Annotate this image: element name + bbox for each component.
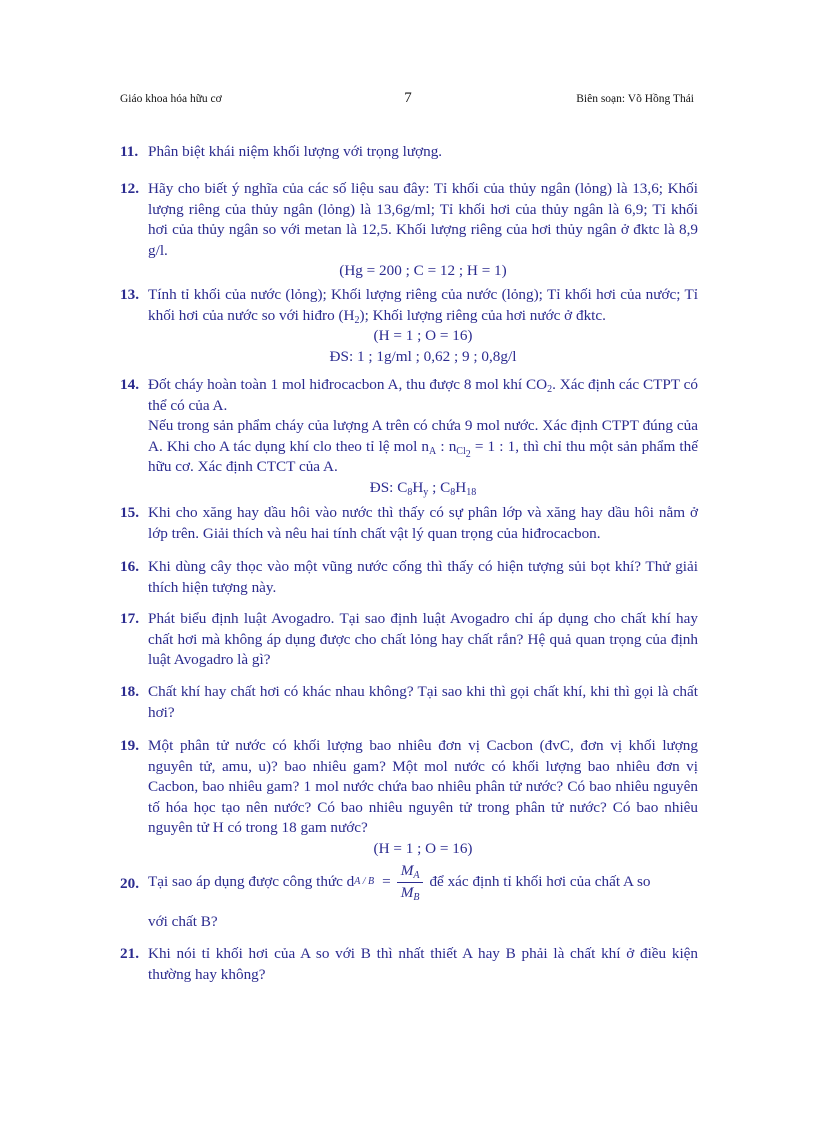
question-text: Khi nói tỉ khối hơi của A so với B thì nhất thiết A hay B phải là chất khí ở điều kiện thường hay không? <box>148 945 698 983</box>
question-text: Phát biểu định luật Avogadro. Tại sao định luật Avogadro chỉ áp dụng cho chất khí hay chất hơi mà không áp dụng được cho chất lỏng hay chất rắn? Hệ quả quan trọng của định luật Avogadro là gì? <box>148 610 698 668</box>
question-text: Một phân tử nước có khối lượng bao nhiêu đơn vị Cacbon (đvC, đơn vị khối lượng nguyên tử, amu, u)? bao nhiêu gam? Một mol nước có khối lượng bao nhiêu đơn vị Cacbon, bao nhiêu gam? 1 mol nước chứa bao nhiêu phân tử nước? Có bao nhiêu nguyên tố hóa học tạo nên nước? Có bao nhiêu nguyên tử trong phân tử nước? Có bao nhiêu nguyên tử H có trong 18 gam nước? <box>148 737 698 836</box>
question-text: Chất khí hay chất hơi có khác nhau không? Tại sao khi thì gọi chất khí, khi thì gọi là chất hơi? <box>148 683 698 721</box>
question-number: 19. <box>120 737 139 754</box>
question-17 <box>120 609 698 671</box>
given-masses: (Hg = 200 ; C = 12 ; H = 1) <box>339 262 507 279</box>
question-number: 11. <box>120 143 139 160</box>
question-text: Phân biệt khái niệm khối lượng với trọng lượng. <box>148 143 443 160</box>
question-18 <box>120 682 698 723</box>
question-number: 18. <box>120 683 139 700</box>
question-14 <box>120 375 698 498</box>
question-text: Hãy cho biết ý nghĩa của các số liệu sau đây: Tỉ khối của thủy ngân (lỏng) là 13,6; Khối lượng riêng của thủy ngân (lỏng) là 13,6g/ml; Tỉ khối hơi của thủy ngân là 6,9; Tỉ khối hơi của thủy ngân so với metan là 12,5. Khối lượng riêng của hơi thủy ngân ở đktc là 8,9 g/l. <box>148 180 698 259</box>
question-16 <box>120 557 698 598</box>
question-number: 21. <box>120 945 139 962</box>
question-number: 16. <box>120 558 139 575</box>
question-text: Tính tỉ khối của nước (lỏng); Khối lượng riêng của nước (lỏng); Tỉ khối hơi của nước; Tỉ khối hơi của nước so với hiđro $(H_2)$; Khối lượng riêng của hơi nước ở đktc. <box>148 286 698 326</box>
question-11 <box>120 142 698 163</box>
question-text: Khi dùng cây thọc vào một vũng nước cống thì thấy có hiện tượng sủi bọt khí? Thử giải thích hiện tượng này. <box>148 558 698 596</box>
question-number: 14. <box>120 376 139 393</box>
given-masses: (H = 1 ; O = 16) <box>373 839 473 857</box>
question-number: 13. <box>120 286 139 303</box>
question-text-formula-line: Tại sao áp dụng được công thức d A / B = $\frac{M_A}{M_B}$ để xác định tỉ khối hơi của chất A so <box>148 862 651 903</box>
answer: ĐS: $C_8H_y$ ; $C_8H_{18}$ <box>369 478 477 498</box>
question-19 <box>120 736 698 859</box>
question-number: 15. <box>120 504 139 521</box>
page-number: 7 <box>404 90 412 106</box>
answer: ĐS: 1 ; 1g/ml ; 0,62 ; 9 ; 0,8g/l <box>329 347 517 365</box>
header-author: Biên soạn: Võ Hồng Thái <box>576 93 694 105</box>
header-book-title: Giáo khoa hóa hữu cơ <box>120 93 222 105</box>
question-paragraph-1: Đốt cháy hoàn toàn 1 mol hiđrocacbon A, thu được 8 mol khí $CO_2$. Xác định các CTPT có thể có của A. <box>148 376 698 414</box>
question-21 <box>120 944 698 985</box>
question-number: 12. <box>120 180 139 197</box>
molar-mass-ratio-formula: $\frac{M_A}{M_B}$ <box>397 861 424 903</box>
question-text-continued: với chất B? <box>148 913 218 930</box>
question-number: 20. <box>120 875 139 892</box>
given-masses: (H = 1 ; O = 16) <box>373 327 473 344</box>
question-paragraph-2: Nếu trong sản phẩm cháy của lượng A trên có chứa 9 mol nước. Xác định CTPT đúng của A. Khi cho A tác dụng khí clo theo tỉ lệ mol $n_A$ : $n_{Cl_2} = 1$ : 1, thì chỉ thu một sản phẩm thế hữu cơ. Xác định CTCT của A. <box>148 417 698 475</box>
question-number: 17. <box>120 610 139 627</box>
question-15 <box>120 503 698 544</box>
question-13 <box>120 285 698 367</box>
question-text: Khi cho xăng hay dầu hôi vào nước thì thấy có sự phân lớp và xăng hay dầu hôi nằm ở lớp trên. Giải thích và nêu hai tính chất vật lý quan trọng của hiđrocacbon. <box>148 504 698 542</box>
question-20 <box>120 860 698 933</box>
question-12 <box>120 179 698 282</box>
